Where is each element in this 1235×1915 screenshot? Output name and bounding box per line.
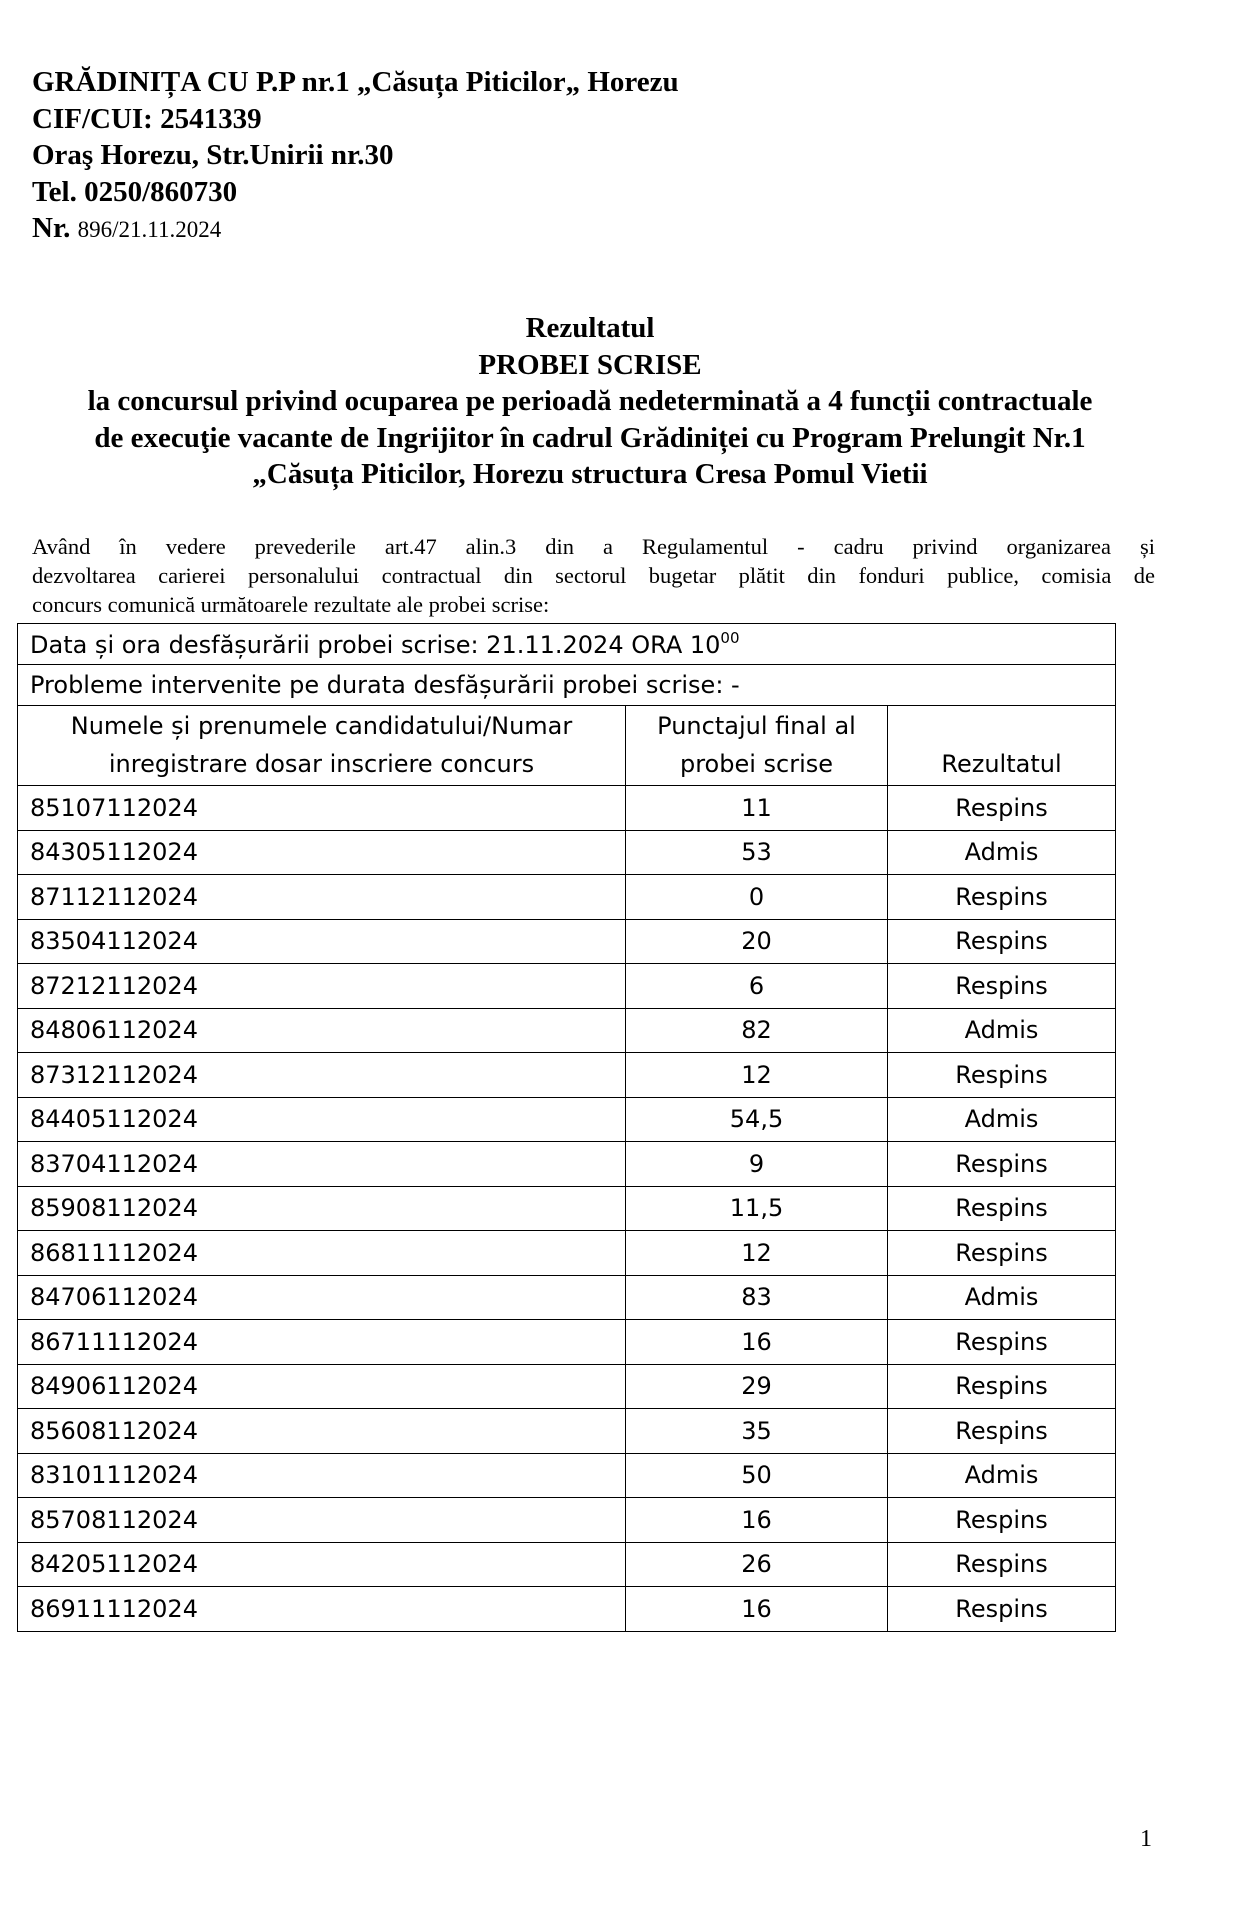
score-cell: 35 (626, 1409, 888, 1454)
score-cell: 0 (626, 875, 888, 920)
table-row (18, 1542, 1116, 1587)
candidate-id-cell: 87112112024 (18, 875, 626, 920)
table-row (18, 1587, 1116, 1632)
header-score: Punctajul final al probei scrise (626, 706, 888, 786)
institution-name: GRĂDINIȚA CU P.P nr.1 „Căsuța Piticilor„ Horezu (32, 66, 679, 98)
score-cell: 54,5 (626, 1097, 888, 1142)
result-cell: Respins (888, 1053, 1116, 1098)
score-cell: 11 (626, 786, 888, 831)
score-cell: 12 (626, 1053, 888, 1098)
table-row (18, 1097, 1116, 1142)
result-cell: Respins (888, 1186, 1116, 1231)
result-cell: Respins (888, 919, 1116, 964)
table-row (18, 1275, 1116, 1320)
document-title (0, 310, 1180, 493)
registration-number-value: 896/21.11.2024 (77, 217, 222, 242)
candidate-id-cell: 85608112024 (18, 1409, 626, 1454)
score-cell: 29 (626, 1364, 888, 1409)
table-row (18, 1453, 1116, 1498)
title-line-1: Rezultatul (525, 312, 655, 344)
registration-number-label: Nr. (32, 212, 71, 244)
result-cell: Admis (888, 1453, 1116, 1498)
score-cell: 16 (626, 1587, 888, 1632)
result-cell: Respins (888, 1409, 1116, 1454)
score-cell: 6 (626, 964, 888, 1009)
score-cell: 16 (626, 1320, 888, 1365)
candidate-id-cell: 86911112024 (18, 1587, 626, 1632)
table-row (18, 830, 1116, 875)
table-header-row (18, 706, 1116, 786)
result-cell: Admis (888, 830, 1116, 875)
score-cell: 12 (626, 1231, 888, 1276)
table-row (18, 1498, 1116, 1543)
candidate-id-cell: 85107112024 (18, 786, 626, 831)
title-line-2: PROBEI SCRISE (478, 348, 702, 381)
header-candidate: Numele și prenumele candidatului/Numar inregistrare dosar inscriere concurs (18, 706, 626, 786)
intro-line-2: dezvoltarea carierei personalului contractual din sectorul bugetar plătit din fonduri publice, comisia de (32, 563, 1155, 588)
score-cell: 82 (626, 1008, 888, 1053)
candidate-id-cell: 83504112024 (18, 919, 626, 964)
result-cell: Respins (888, 786, 1116, 831)
table-row (18, 1364, 1116, 1409)
intro-line-3: concurs comunică următoarele rezultate ale probei scrise: (32, 592, 550, 617)
result-cell: Respins (888, 1142, 1116, 1187)
intro-paragraph (32, 532, 1155, 619)
table-row (18, 1320, 1116, 1365)
institution-header (32, 64, 679, 249)
candidate-id-cell: 84906112024 (18, 1364, 626, 1409)
table-row (18, 919, 1116, 964)
table-row (18, 786, 1116, 831)
page-number: 1 (1140, 1826, 1152, 1852)
exam-datetime-row (18, 624, 1116, 665)
score-cell: 16 (626, 1498, 888, 1543)
title-line-4: de execuţie vacante de Ingrijitor în cadrul Grădiniței cu Program Prelungit Nr.1 (94, 421, 1086, 454)
candidate-id-cell: 84405112024 (18, 1097, 626, 1142)
result-cell: Respins (888, 1587, 1116, 1632)
table-row (18, 964, 1116, 1009)
exam-datetime-cell (18, 624, 1116, 665)
score-cell: 9 (626, 1142, 888, 1187)
score-cell: 50 (626, 1453, 888, 1498)
table-row (18, 1142, 1116, 1187)
candidate-id-cell: 87212112024 (18, 964, 626, 1009)
result-cell: Respins (888, 1542, 1116, 1587)
exam-problems-cell: Probleme intervenite pe durata desfășurării probei scrise: - (18, 665, 1116, 706)
result-cell: Respins (888, 1320, 1116, 1365)
score-cell: 11,5 (626, 1186, 888, 1231)
fiscal-code: CIF/CUI: 2541339 (32, 102, 262, 135)
result-cell: Respins (888, 875, 1116, 920)
intro-line-1: Având în vedere prevederile art.47 alin.3 din a Regulamentul - cadru privind organizarea și (32, 534, 1155, 559)
exam-problems-row (18, 665, 1116, 706)
result-cell: Admis (888, 1097, 1116, 1142)
title-line-3: la concursul privind ocuparea pe perioadă nedeterminată a 4 funcţii contractuale (87, 385, 1093, 417)
registration-number (32, 210, 679, 249)
result-cell: Admis (888, 1275, 1116, 1320)
score-cell: 20 (626, 919, 888, 964)
results-table (17, 623, 1116, 1632)
candidate-id-cell: 85708112024 (18, 1498, 626, 1543)
table-row (18, 1008, 1116, 1053)
exam-datetime-minutes: 00 (720, 629, 740, 647)
candidate-id-cell: 84706112024 (18, 1275, 626, 1320)
result-cell: Respins (888, 964, 1116, 1009)
candidate-id-cell: 85908112024 (18, 1186, 626, 1231)
result-cell: Admis (888, 1008, 1116, 1053)
table-row (18, 1231, 1116, 1276)
candidate-id-cell: 83704112024 (18, 1142, 626, 1187)
score-cell: 26 (626, 1542, 888, 1587)
address: Oraş Horezu, Str.Unirii nr.30 (32, 139, 394, 171)
candidate-id-cell: 83101112024 (18, 1453, 626, 1498)
phone: Tel. 0250/860730 (32, 175, 238, 208)
candidate-id-cell: 86811112024 (18, 1231, 626, 1276)
result-cell: Respins (888, 1498, 1116, 1543)
table-row (18, 1409, 1116, 1454)
candidate-id-cell: 84305112024 (18, 830, 626, 875)
header-result: Rezultatul (888, 706, 1116, 786)
candidate-id-cell: 87312112024 (18, 1053, 626, 1098)
title-line-5: „Căsuța Piticilor, Horezu structura Cresa Pomul Vietii (252, 458, 928, 490)
table-row (18, 1186, 1116, 1231)
exam-datetime-text: Data și ora desfășurării probei scrise: 21.11.2024 ORA 10 (30, 631, 721, 659)
table-row (18, 1053, 1116, 1098)
candidate-id-cell: 84205112024 (18, 1542, 626, 1587)
score-cell: 53 (626, 830, 888, 875)
table-row (18, 875, 1116, 920)
candidate-id-cell: 86711112024 (18, 1320, 626, 1365)
score-cell: 83 (626, 1275, 888, 1320)
result-cell: Respins (888, 1364, 1116, 1409)
candidate-id-cell: 84806112024 (18, 1008, 626, 1053)
result-cell: Respins (888, 1231, 1116, 1276)
